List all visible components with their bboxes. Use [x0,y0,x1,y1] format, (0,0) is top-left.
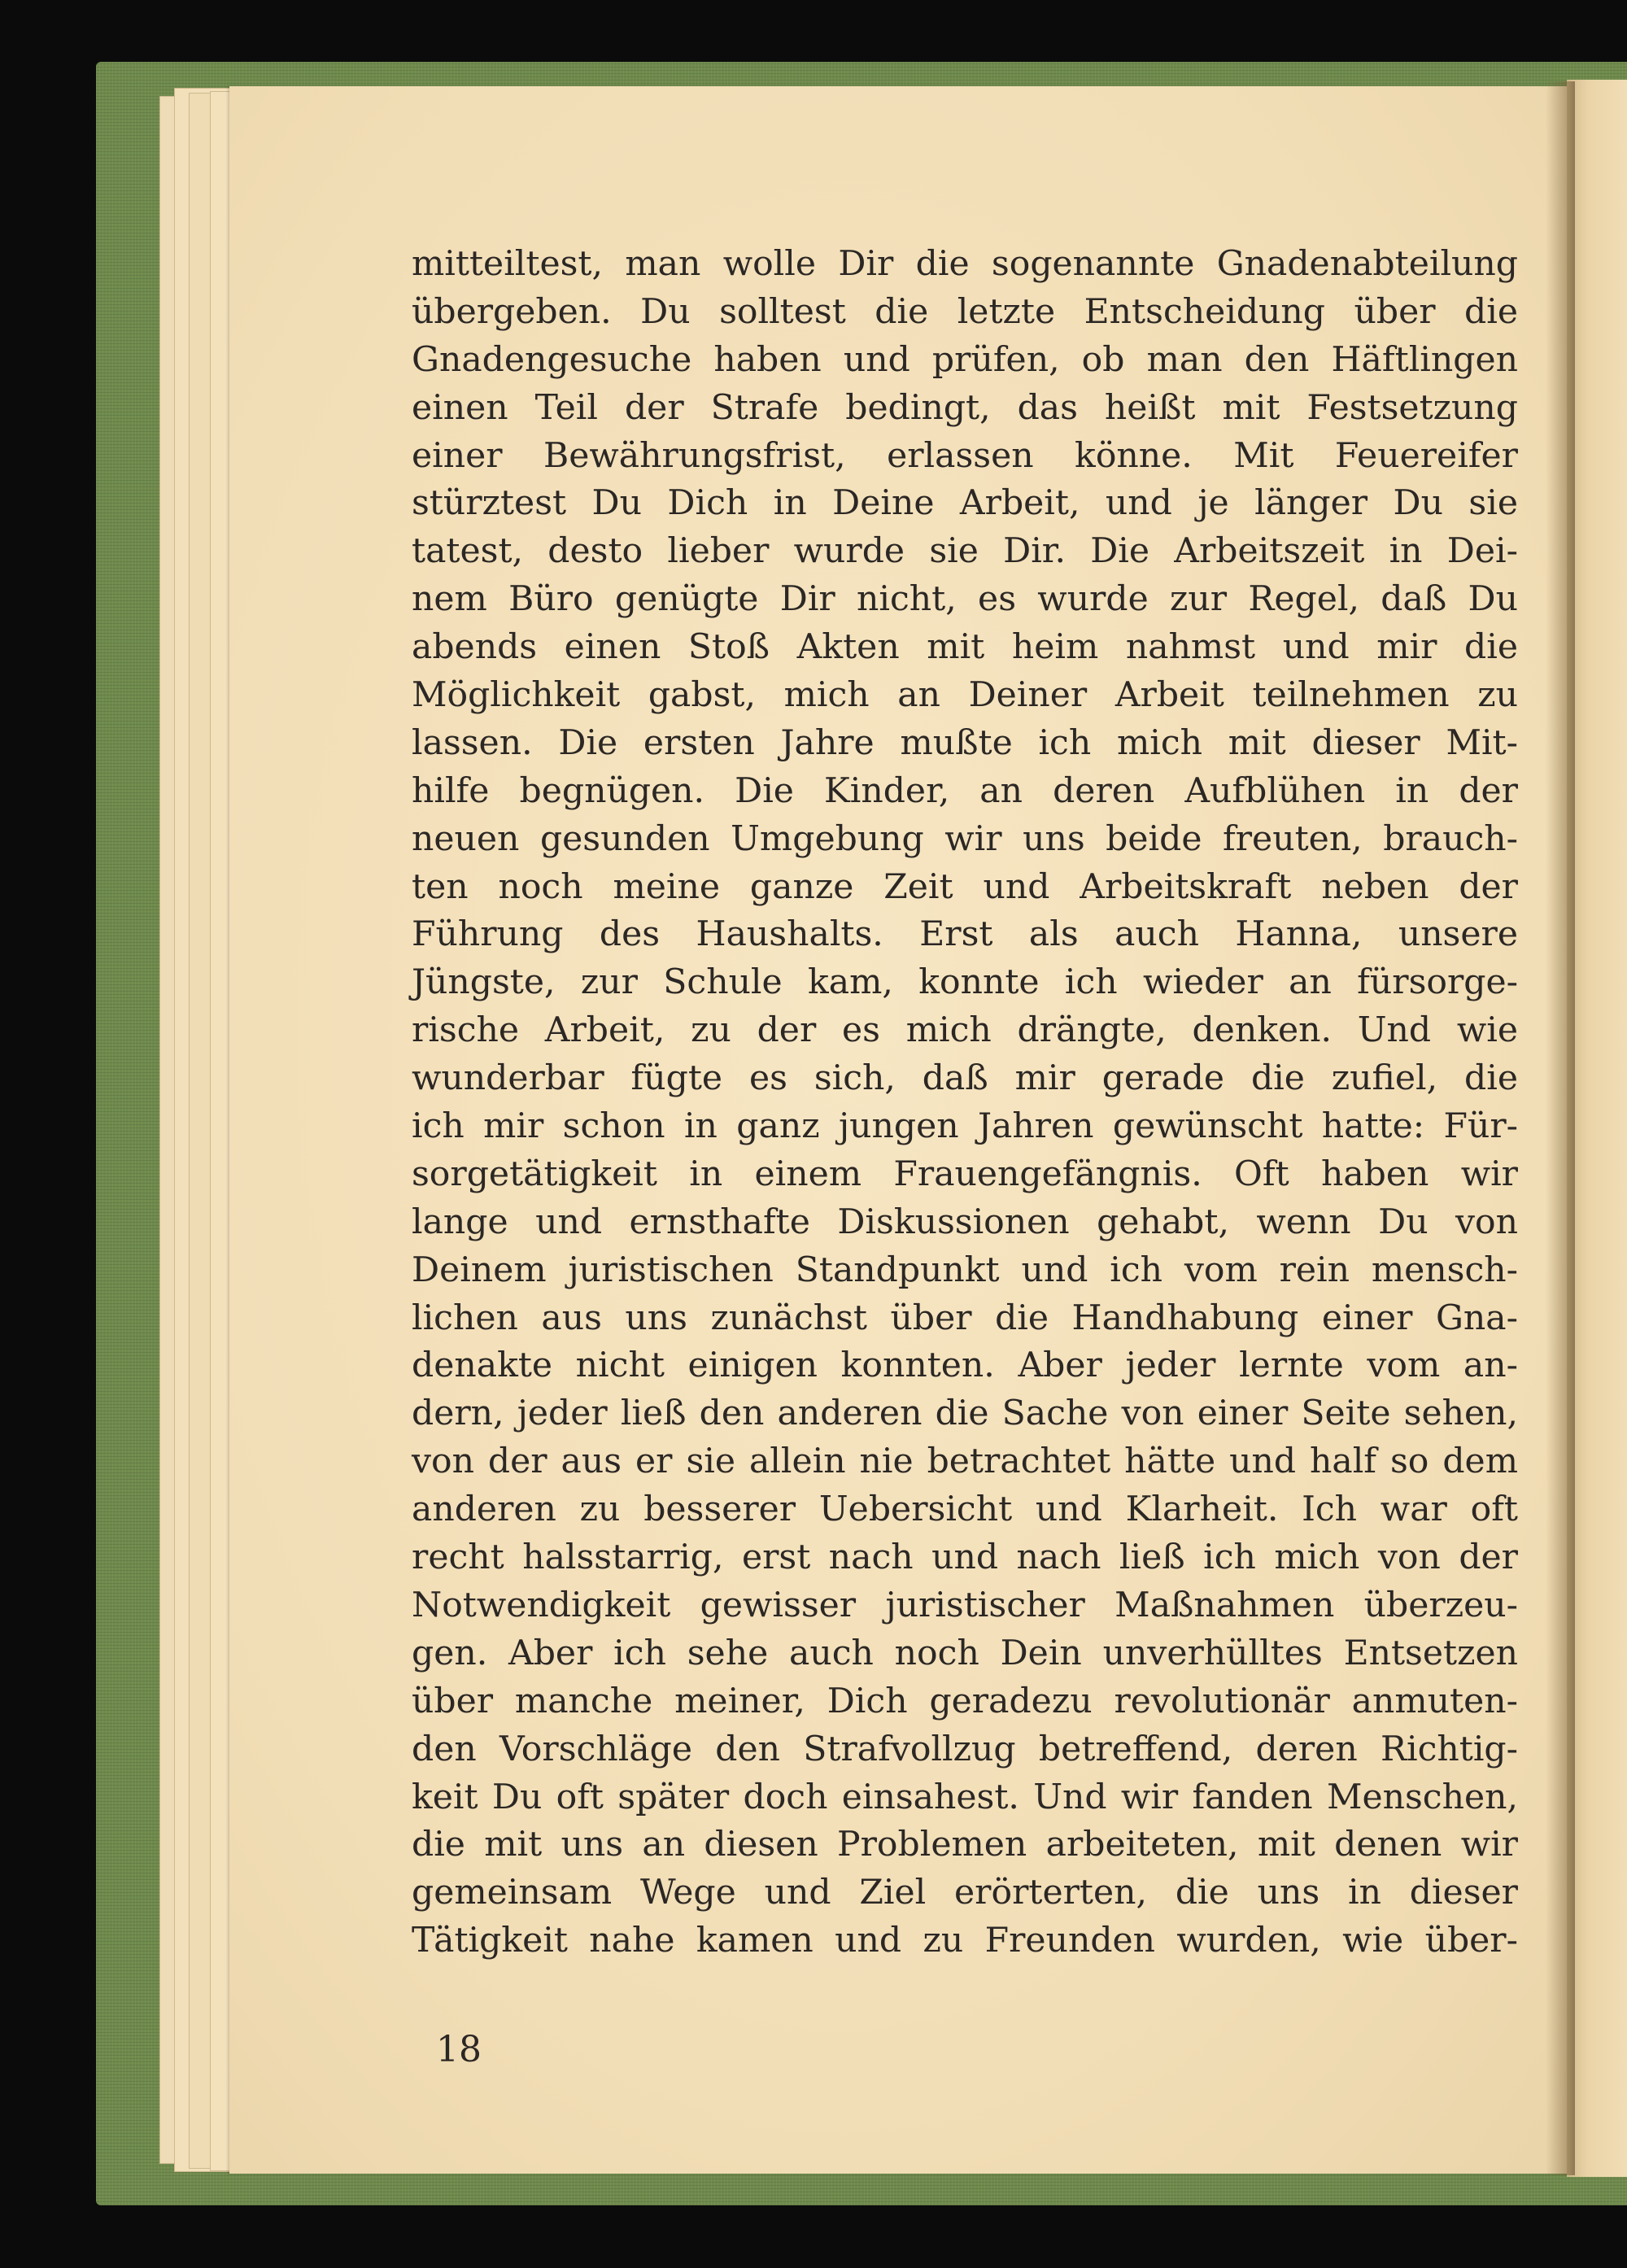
page-gutter [1546,81,1575,2175]
text-line: von der aus er sie allein nie betrachtet hätte und half so dem [412,1441,1518,1482]
text-line: sorgetätigkeit in einem Frauengefängnis. Oft haben wir [412,1154,1518,1194]
text-line: recht halsstarrig, erst nach und nach ließ ich mich von der [412,1537,1518,1578]
page-number: 18 [436,2029,482,2070]
body-text [412,241,1518,1965]
text-line: Gnadengesuche haben und prüfen, ob man den Häftlingen [412,339,1518,380]
text-line: keit Du oft später doch einsahest. Und wir fanden Menschen, [412,1777,1518,1817]
text-line: wunderbar fügte es sich, daß mir gerade die zufiel, die [412,1058,1518,1099]
text-line: Deinem juristischen Standpunkt und ich vom rein mensch- [412,1250,1518,1290]
text-line: einer Bewährungsfrist, erlassen könne. Mit Feuereifer [412,435,1518,476]
text-line: übergeben. Du solltest die letzte Entscheidung über die [412,291,1518,332]
text-line: Jüngste, zur Schule kam, konnte ich wieder an fürsorge- [412,962,1518,1003]
text-line: neuen gesunden Umgebung wir uns beide freuten, brauch- [412,818,1518,859]
text-line: über manche meiner, Dich geradezu revolutionär anmuten- [412,1681,1518,1721]
text-line: anderen zu besserer Uebersicht und Klarheit. Ich war oft [412,1489,1518,1530]
facing-page [1567,80,1627,2177]
text-line: gen. Aber ich sehe auch noch Dein unverhülltes Entsetzen [412,1633,1518,1673]
text-line: einen Teil der Strafe bedingt, das heißt mit Festsetzung [412,387,1518,428]
text-line: Möglichkeit gabst, mich an Deiner Arbeit teilnehmen zu [412,675,1518,716]
text-line: ich mir schon in ganz jungen Jahren gewünscht hatte: Für- [412,1106,1518,1147]
text-line: die mit uns an diesen Problemen arbeiteten, mit denen wir [412,1825,1518,1865]
text-line: Notwendigkeit gewisser juristischer Maßnahmen überzeu- [412,1585,1518,1625]
text-line: Führung des Haushalts. Erst als auch Hanna, unsere [412,914,1518,955]
text-line: nem Büro genügte Dir nicht, es wurde zur Regel, daß Du [412,579,1518,620]
text-line: gemeinsam Wege und Ziel erörterten, die uns in dieser [412,1873,1518,1913]
text-line: mitteiltest, man wolle Dir die sogenannte Gnadenabteilung [412,244,1518,284]
text-line: Tätigkeit nahe kamen und zu Freunden wurden, wie über- [412,1921,1518,1961]
text-line: hilfe begnügen. Die Kinder, an deren Aufblühen in der [412,770,1518,811]
text-line: stürztest Du Dich in Deine Arbeit, und je länger Du sie [412,483,1518,524]
text-line: lange und ernsthafte Diskussionen gehabt, wenn Du von [412,1202,1518,1242]
text-line: abends einen Stoß Akten mit heim nahmst und mir die [412,627,1518,668]
text-line: ten noch meine ganze Zeit und Arbeitskraft neben der [412,866,1518,907]
text-line: lassen. Die ersten Jahre mußte ich mich mit dieser Mit- [412,722,1518,763]
text-line: tatest, desto lieber wurde sie Dir. Die Arbeitszeit in Dei- [412,531,1518,572]
text-line: lichen aus uns zunächst über die Handhabung einer Gna- [412,1298,1518,1338]
text-line: den Vorschläge den Strafvollzug betreffend, deren Richtig- [412,1729,1518,1769]
text-line: dern, jeder ließ den anderen die Sache von einer Seite sehen, [412,1394,1518,1434]
text-line: rische Arbeit, zu der es mich drängte, denken. Und wie [412,1010,1518,1051]
text-line: denakte nicht einigen konnten. Aber jeder lernte vom an- [412,1346,1518,1386]
